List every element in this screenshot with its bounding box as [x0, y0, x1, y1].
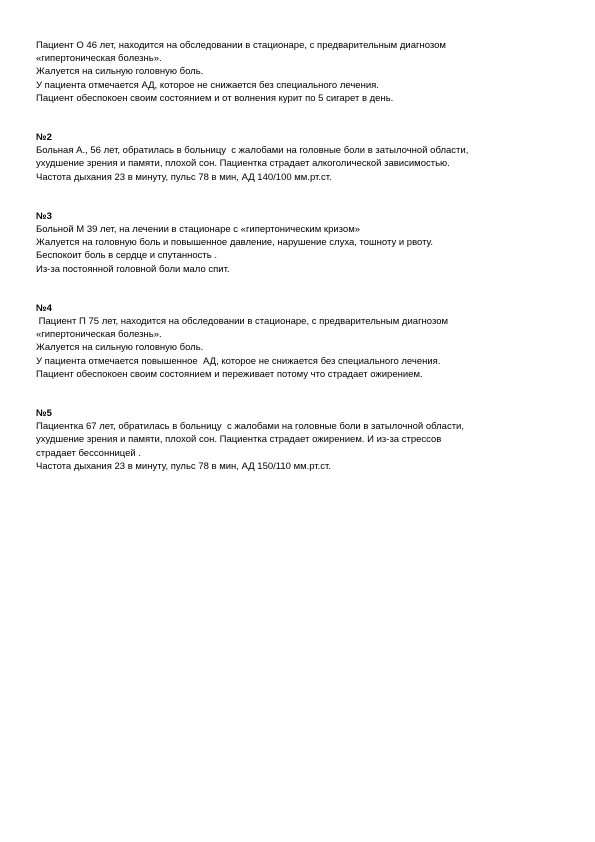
case-3-line-1: Больной М 39 лет, на лечении в стационаре с «гипертоническим кризом»: [36, 224, 361, 236]
case-5-line-1: Пациентка 67 лет, обратилась в больницу с жалобами на головные боли в затылочной области,: [36, 421, 464, 433]
case-5-number: №5: [36, 408, 52, 420]
case-3-line-4: Из-за постоянной головной боли мало спит.: [36, 263, 230, 275]
case-1-line-5: Пациент обеспокоен своим состоянием и от волнения курит по 5 сигарет в день.: [36, 92, 394, 104]
case-2-number: №2: [36, 132, 52, 144]
case-1-line-3: Жалуется на сильную головную боль.: [36, 66, 204, 78]
document-page: [36, 39, 566, 473]
case-2-line-3: Частота дыхания 23 в минуту, пульс 78 в мин, АД 140/100 мм.рт.ст.: [36, 171, 332, 183]
case-5-line-2: ухудшение зрения и памяти, плохой сон. Пациентка страдает ожирением. И из-за стрессов: [36, 434, 442, 446]
case-2-line-1: Больная А., 56 лет, обратилась в больницу с жалобами на головные боли в затылочной области,: [36, 145, 469, 157]
case-4-line-5: Пациент обеспокоен своим состоянием и переживает потому что страдает ожирением.: [36, 368, 423, 380]
case-3-line-3: Беспокоит боль в сердце и спутанность .: [36, 250, 217, 262]
case-2: [36, 131, 566, 184]
case-4-line-3: Жалуется на сильную головную боль.: [36, 342, 204, 354]
case-4-line-1: Пациент П 75 лет, находится на обследовании в стационаре, с предварительным диагнозом: [36, 316, 449, 328]
case-5-line-4: Частота дыхания 23 в минуту, пульс 78 в мин, АД 150/110 мм.рт.ст.: [36, 460, 331, 472]
case-5: [36, 407, 566, 473]
case-4-line-2: «гипертоническая болезнь».: [36, 329, 162, 341]
case-3-number: №3: [36, 210, 52, 222]
case-4: [36, 302, 566, 381]
case-1-line-1: Пациент О 46 лет, находится на обследовании в стационаре, с предварительным диагнозом: [36, 40, 446, 51]
case-5-line-3: страдает бессонницей .: [36, 447, 141, 459]
case-3-line-2: Жалуется на головную боль и повышенное давление, нарушение слуха, тошноту и рвоту.: [36, 237, 433, 249]
case-1: [36, 39, 566, 105]
case-1-line-2: «гипертоническая болезнь».: [36, 53, 162, 65]
case-3: [36, 210, 566, 276]
case-2-line-2: ухудшение зрения и памяти, плохой сон. Пациентка страдает алкоголической зависимостью.: [36, 158, 450, 170]
case-4-number: №4: [36, 302, 52, 314]
case-4-line-4: У пациента отмечается повышенное АД, которое не снижается без специального лечения.: [36, 355, 441, 367]
case-1-line-4: У пациента отмечается АД, которое не снижается без специального лечения.: [36, 79, 379, 91]
